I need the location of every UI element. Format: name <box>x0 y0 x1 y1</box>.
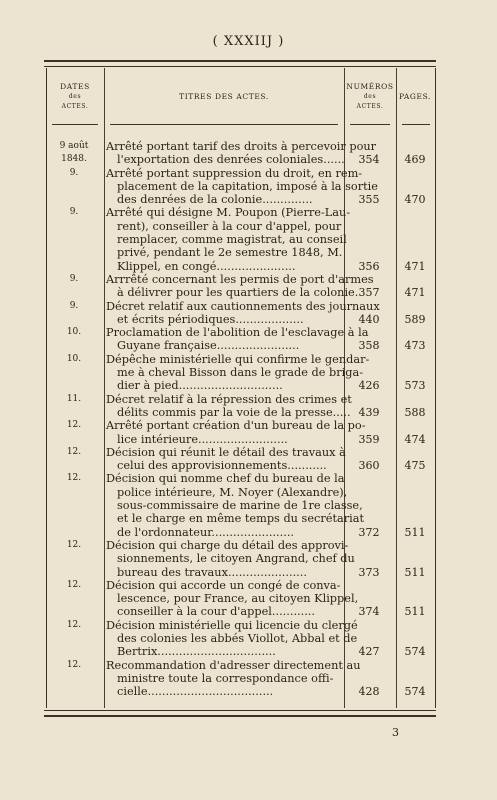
act-date: 12. <box>66 579 82 590</box>
act-title: Décision qui charge du détail des approvi- sionnements, le citoyen Angrand, chef du bureau des travaux...................... <box>106 538 355 579</box>
header-underline-titles <box>110 124 338 125</box>
act-date: 12. <box>66 473 82 484</box>
act-title: Décret relatif à la répression des crimes et délits commis par la voie de la presse..... <box>106 392 352 419</box>
act-date: 9. <box>69 273 79 284</box>
act-title: Arrêté portant tarif des droits à percevoir pour l'exportation des denrées coloniales...... <box>106 140 377 167</box>
act-number: 372 <box>358 525 380 539</box>
table-row <box>46 446 434 473</box>
table-row <box>46 659 434 699</box>
table-row <box>46 300 434 327</box>
header-pages: PAGES. <box>398 92 432 101</box>
act-date: 12. <box>66 420 82 431</box>
act-page: 469 <box>404 153 426 167</box>
act-page: 588 <box>404 405 426 419</box>
table-row <box>46 393 434 420</box>
header-underline-numeros <box>350 124 390 125</box>
table-row <box>46 273 434 300</box>
act-title: Arrêté portant création d'un bureau de la po- lice intérieure......................... <box>106 419 366 446</box>
act-number: 373 <box>358 565 380 579</box>
act-date: 10. <box>66 327 82 338</box>
act-number: 355 <box>358 193 380 207</box>
header-titles: TITRES DES ACTES. <box>179 92 269 101</box>
table-row <box>46 140 434 167</box>
act-title: Décision qui nomme chef du bureau de la police intérieure, M. Noyer (Alexandre), sous-commissaire de marine de 1re classe, et le charge en même temps du secrétariat de l'ordonnateur....................... <box>106 472 365 539</box>
act-number: 374 <box>358 605 380 619</box>
table-row <box>46 619 434 659</box>
acts-table-body <box>46 140 434 698</box>
act-title: Décision qui réunit le détail des travaux à celui des approvisionnements........... <box>106 445 346 473</box>
act-page: 574 <box>404 685 426 699</box>
table-row <box>46 353 434 393</box>
header-dates: DATES des ACTES. <box>60 82 90 110</box>
header-numeros: NUMÉROS des ACTES. <box>346 82 394 110</box>
act-title: Arrrêté concernant les permis de port d'armes à délivrer pour les quartiers de la colonie. <box>106 272 374 300</box>
act-title: Décret relatif aux cautionnements des journaux et écrits périodiques................... <box>106 299 380 326</box>
table-row <box>46 472 434 538</box>
act-title: Dépêche ministérielle qui confirme le gendar- me à cheval Bisson dans le grade de briga- dier à pied............................. <box>106 352 370 393</box>
act-number: 357 <box>358 286 380 300</box>
act-title: Décision ministérielle qui licencie du clergé des colonies les abbés Viollot, Abbal et de Bertrix................................. <box>106 618 358 659</box>
folio-number: 3 <box>392 726 399 739</box>
act-number: 426 <box>358 379 380 393</box>
act-number: 358 <box>358 339 380 353</box>
act-number: 428 <box>358 685 380 699</box>
bottom-double-rule <box>44 710 436 717</box>
act-page: 475 <box>404 459 426 473</box>
top-double-rule <box>44 60 436 67</box>
table-row <box>46 326 434 353</box>
act-date: 9 août 1848. <box>59 141 89 165</box>
header-underline-dates <box>52 124 98 125</box>
act-page: 589 <box>404 312 426 326</box>
act-title: Décision qui accorde un congé de conva- lescence, pour France, au citoyen Klippel, conseiller à la cour d'appel............ <box>106 578 359 619</box>
act-page: 473 <box>404 339 426 353</box>
act-date: 9. <box>69 300 79 311</box>
act-page: 574 <box>404 645 426 659</box>
act-date: 11. <box>66 393 82 404</box>
page-header: ( XXXIIJ ) <box>212 34 285 49</box>
act-title: Proclamation de l'abolition de l'esclavage à la Guyane française....................... <box>106 326 369 353</box>
act-number: 356 <box>358 259 380 273</box>
act-title: Arrêté qui désigne M. Poupon (Pierre-Lau- rent), conseiller à la cour d'appel, pour remplacer, comme magistrat, au conseil privé, pendant le 2e semestre 1848, M. Klippel, en congé...................... <box>106 206 351 273</box>
act-page: 471 <box>404 259 426 273</box>
act-page: 470 <box>404 193 426 207</box>
act-date: 12. <box>66 619 82 630</box>
act-page: 511 <box>404 525 426 539</box>
table-row <box>46 579 434 619</box>
act-title: Recommandation d'adresser directement au ministre toute la correspondance offi- cielle................................... <box>106 658 361 699</box>
act-page: 511 <box>404 565 426 579</box>
header-underline-pages <box>402 124 430 125</box>
table-row <box>46 206 434 272</box>
act-number: 439 <box>358 405 380 419</box>
act-date: 12. <box>66 446 82 457</box>
act-page: 471 <box>404 286 426 300</box>
act-number: 359 <box>358 432 380 446</box>
table-row <box>46 167 434 207</box>
act-title: Arrêté portant suppression du droit, en rem- placement de la capitation, imposé à la sortie des denrées de la colonie.............. <box>106 166 378 207</box>
act-page: 511 <box>404 605 426 619</box>
act-page: 474 <box>404 432 426 446</box>
act-date: 12. <box>66 659 82 670</box>
act-date: 10. <box>66 353 82 364</box>
act-number: 354 <box>358 153 380 167</box>
act-date: 12. <box>66 539 82 550</box>
act-number: 440 <box>358 312 380 326</box>
act-number: 427 <box>358 645 380 659</box>
table-row <box>46 539 434 579</box>
act-page: 573 <box>404 379 426 393</box>
table-row <box>46 419 434 446</box>
act-number: 360 <box>358 459 380 473</box>
act-date: 9. <box>69 207 79 218</box>
act-date: 9. <box>69 167 79 178</box>
